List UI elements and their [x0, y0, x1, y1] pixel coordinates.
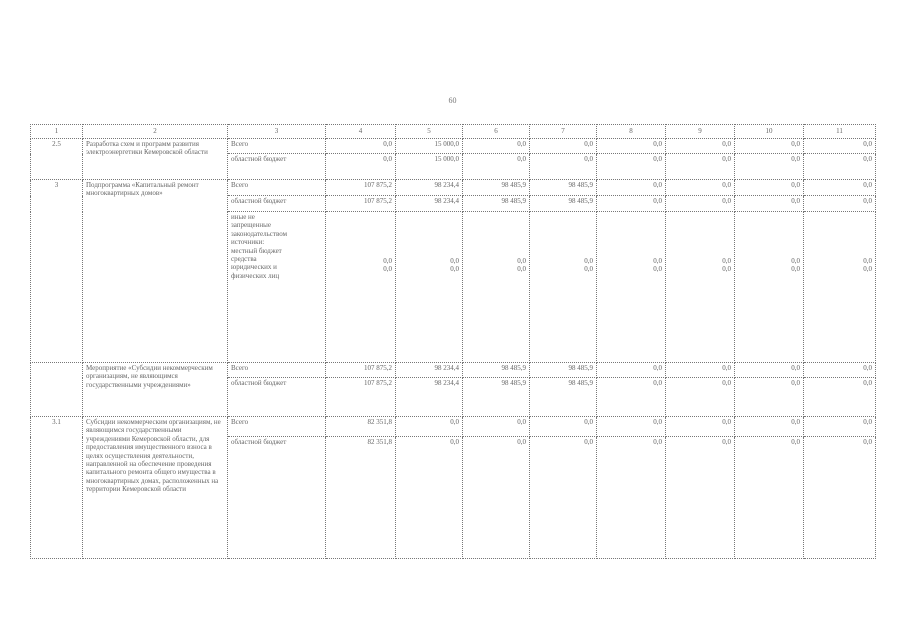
funding-source-other — [228, 212, 326, 363]
value-cell: 98 485,9 — [530, 363, 597, 378]
value-cell: 98 234,4 — [396, 196, 463, 212]
value-cell: 98 485,9 — [463, 378, 530, 417]
source-line: юридических и — [231, 263, 277, 272]
row-name: Разработка схем и программ развития электроэнергетики Кемеровской области — [83, 139, 228, 180]
value-line: 0,0 — [722, 257, 731, 265]
value-cell: 0,0 — [804, 363, 876, 378]
value-line: 0,0 — [584, 265, 593, 274]
value-line: 0,0 — [653, 257, 662, 265]
row-name: Мероприятие «Субсидии некоммерческим организациям, не являющимся государственными учреждениями» — [83, 363, 228, 417]
value-cell: 98 485,9 — [530, 378, 597, 417]
value-cell: 0,0 — [666, 139, 735, 154]
header-cell: 8 — [597, 125, 666, 139]
value-cell — [326, 212, 396, 363]
row-number: 3 — [31, 180, 83, 363]
value-cell: 15 000,0 — [396, 154, 463, 180]
value-line: 0,0 — [863, 257, 872, 265]
header-cell: 11 — [804, 125, 876, 139]
value-cell: 0,0 — [597, 437, 666, 559]
funding-source: Всего — [228, 180, 326, 196]
value-cell: 0,0 — [396, 437, 463, 559]
source-line: законодательством — [231, 229, 288, 238]
value-cell: 98 234,4 — [396, 180, 463, 196]
value-cell: 0,0 — [597, 180, 666, 196]
value-cell: 0,0 — [463, 417, 530, 437]
value-cell: 107 875,2 — [326, 196, 396, 212]
value-cell: 98 485,9 — [463, 363, 530, 378]
value-cell: 82 351,8 — [326, 437, 396, 559]
value-cell: 107 875,2 — [326, 363, 396, 378]
header-cell: 2 — [83, 125, 228, 139]
value-cell — [735, 212, 804, 363]
value-cell — [804, 212, 876, 363]
value-cell: 98 234,4 — [396, 363, 463, 378]
value-line: 0,0 — [517, 257, 526, 265]
row-name: Субсидии некоммерческим организациям, не являющимся государственными учреждениями Кемеровской области, для предоставления имущественного взноса в целях осуществления деятельности, направленной на обеспечение проведения капитального ремонта общего имущества в многоквартирных домах, расположенных на территории Кемеровской области — [83, 417, 228, 559]
funding-source: областной бюджет — [228, 378, 326, 417]
value-cell: 0,0 — [597, 154, 666, 180]
table-row — [31, 180, 876, 196]
value-cell — [597, 212, 666, 363]
value-cell: 0,0 — [666, 417, 735, 437]
table-row — [31, 363, 876, 378]
value-cell: 98 485,9 — [530, 196, 597, 212]
funding-source: Всего — [228, 417, 326, 437]
value-line: 0,0 — [791, 257, 800, 265]
value-cell: 0,0 — [735, 437, 804, 559]
value-cell: 0,0 — [597, 417, 666, 437]
funding-source: Всего — [228, 139, 326, 154]
value-cell: 107 875,2 — [326, 378, 396, 417]
value-cell: 0,0 — [666, 378, 735, 417]
row-name: Подпрограмма «Капитальный ремонт многоквартирных домов» — [83, 180, 228, 363]
funding-source: Всего — [228, 363, 326, 378]
value-line: 0,0 — [517, 265, 526, 274]
header-cell: 4 — [326, 125, 396, 139]
funding-source: областной бюджет — [228, 154, 326, 180]
header-cell: 5 — [396, 125, 463, 139]
value-line: 0,0 — [863, 265, 872, 274]
page-number: 60 — [448, 96, 457, 105]
value-cell: 0,0 — [666, 196, 735, 212]
value-cell: 0,0 — [666, 437, 735, 559]
value-cell: 0,0 — [735, 363, 804, 378]
value-cell: 0,0 — [804, 139, 876, 154]
value-cell: 0,0 — [804, 154, 876, 180]
source-line: запрещенные — [231, 221, 271, 230]
value-cell: 0,0 — [530, 417, 597, 437]
value-line: 0,0 — [584, 257, 593, 265]
header-cell: 10 — [735, 125, 804, 139]
source-line: физических лиц — [231, 271, 280, 280]
table-row — [31, 139, 876, 154]
value-cell: 98 485,9 — [463, 180, 530, 196]
value-line: 0,0 — [653, 265, 662, 274]
value-cell: 98 485,9 — [463, 196, 530, 212]
row-number: 2.5 — [31, 139, 83, 180]
header-cell: 1 — [31, 125, 83, 139]
budget-table — [30, 124, 876, 559]
value-cell: 0,0 — [326, 154, 396, 180]
value-cell: 0,0 — [804, 437, 876, 559]
value-cell — [396, 212, 463, 363]
row-number — [31, 363, 83, 417]
header-cell: 9 — [666, 125, 735, 139]
funding-source: областной бюджет — [228, 437, 326, 559]
value-cell: 0,0 — [666, 180, 735, 196]
value-cell: 0,0 — [463, 437, 530, 559]
value-line: 0,0 — [722, 265, 731, 274]
value-cell — [666, 212, 735, 363]
value-cell: 107 875,2 — [326, 180, 396, 196]
value-cell: 0,0 — [735, 196, 804, 212]
value-cell: 0,0 — [530, 139, 597, 154]
value-cell — [530, 212, 597, 363]
header-cell: 7 — [530, 125, 597, 139]
value-cell: 0,0 — [735, 154, 804, 180]
value-cell: 0,0 — [735, 180, 804, 196]
value-cell: 0,0 — [666, 154, 735, 180]
value-cell: 0,0 — [666, 363, 735, 378]
value-cell: 0,0 — [463, 154, 530, 180]
table-row — [31, 417, 876, 437]
value-cell: 82 351,8 — [326, 417, 396, 437]
value-cell: 0,0 — [463, 139, 530, 154]
value-line: 0,0 — [383, 265, 392, 274]
header-cell: 3 — [228, 125, 326, 139]
value-cell: 0,0 — [804, 417, 876, 437]
source-line: иные не — [231, 213, 255, 221]
value-cell — [463, 212, 530, 363]
row-number: 3.1 — [31, 417, 83, 559]
value-cell: 0,0 — [326, 139, 396, 154]
value-cell: 0,0 — [804, 196, 876, 212]
value-cell: 0,0 — [804, 378, 876, 417]
value-cell: 15 000,0 — [396, 139, 463, 154]
value-cell: 0,0 — [530, 437, 597, 559]
value-cell: 0,0 — [597, 196, 666, 212]
value-cell: 0,0 — [597, 363, 666, 378]
value-cell: 98 485,9 — [530, 180, 597, 196]
header-cell: 6 — [463, 125, 530, 139]
value-line: 0,0 — [450, 257, 459, 265]
value-cell: 0,0 — [735, 417, 804, 437]
value-line: 0,0 — [383, 257, 392, 265]
source-line: средства — [231, 255, 257, 264]
value-cell: 0,0 — [804, 180, 876, 196]
value-cell: 0,0 — [735, 378, 804, 417]
value-cell: 0,0 — [735, 139, 804, 154]
value-line: 0,0 — [450, 265, 459, 274]
value-line: 0,0 — [791, 265, 800, 274]
value-cell: 98 234,4 — [396, 378, 463, 417]
value-cell: 0,0 — [530, 154, 597, 180]
source-line: местный бюджет — [231, 246, 282, 255]
header-row — [31, 125, 876, 139]
value-cell: 0,0 — [597, 378, 666, 417]
funding-source: областной бюджет — [228, 196, 326, 212]
value-cell: 0,0 — [396, 417, 463, 437]
value-cell: 0,0 — [597, 139, 666, 154]
source-line: источники: — [231, 238, 265, 247]
